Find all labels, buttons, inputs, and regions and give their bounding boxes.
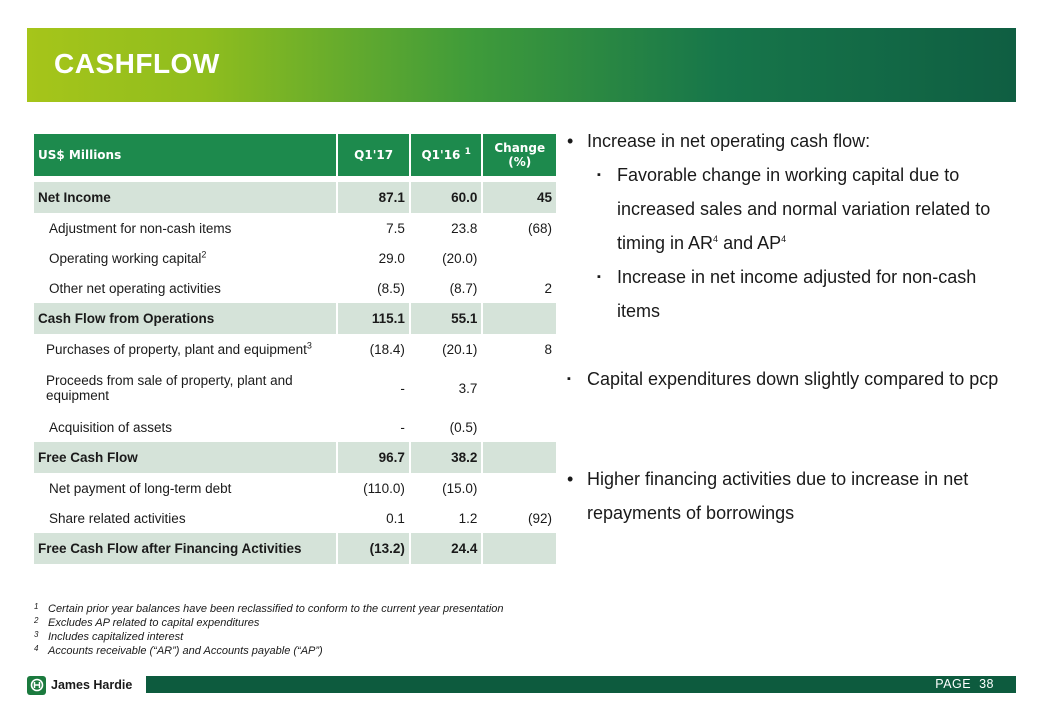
- table-row: [34, 473, 556, 503]
- row-label: Free Cash Flow: [34, 442, 336, 473]
- bullet-square-icon: ▪: [567, 373, 571, 385]
- bullet-dot-icon: •: [567, 469, 574, 489]
- bullet-square-icon: ▪: [597, 271, 601, 283]
- logo-text: James Hardie: [51, 678, 133, 692]
- row-label: Share related activities: [49, 510, 186, 526]
- row-change: [483, 303, 556, 334]
- header-band: [27, 28, 1016, 102]
- row-label: Net payment of long-term debt: [49, 480, 232, 496]
- footnote-item: 4 Accounts receivable (“AR”) and Accounts payable (“AP”): [34, 644, 323, 657]
- row-q116: 55.1: [411, 303, 482, 334]
- row-q117: 115.1: [338, 303, 409, 334]
- row-q116: 38.2: [411, 442, 482, 473]
- table-row: [34, 303, 556, 334]
- row-q116: (20.0): [442, 250, 478, 266]
- row-q116: (20.1): [442, 341, 478, 357]
- table-row: [34, 533, 556, 564]
- row-label: Cash Flow from Operations: [34, 303, 336, 334]
- row-q117: 96.7: [338, 442, 409, 473]
- page-title: CASHFLOW: [54, 48, 220, 79]
- row-q117: 7.5: [386, 220, 405, 236]
- table-header-row: [34, 134, 556, 176]
- row-change: [483, 364, 556, 412]
- row-q116: (0.5): [449, 419, 478, 435]
- row-q116: 23.8: [451, 220, 478, 236]
- col-header-label: US$ Millions: [34, 134, 336, 176]
- col-header-change: Change (%): [483, 134, 556, 176]
- row-q116: 24.4: [411, 533, 482, 564]
- row-q117: 29.0: [378, 250, 405, 266]
- row-label: Free Cash Flow after Financing Activities: [34, 533, 336, 564]
- row-change: 8: [544, 341, 552, 357]
- logo-symbol-icon: [30, 678, 44, 692]
- table-row: [34, 243, 556, 273]
- row-q117: -: [400, 419, 405, 435]
- row-change: (68): [527, 220, 552, 236]
- table-row: [34, 273, 556, 303]
- bullet-square-icon: ▪: [597, 169, 601, 181]
- row-label: Net Income: [34, 182, 336, 213]
- row-label: Adjustment for non-cash items: [49, 220, 232, 236]
- row-q116: (15.0): [442, 480, 478, 496]
- footer-bar: [146, 676, 1016, 693]
- bullet-operating-cashflow: • Increase in net operating cash flow:: [567, 124, 1022, 158]
- commentary-bullets: [567, 124, 1022, 530]
- row-change: 2: [544, 280, 552, 296]
- row-q117: 87.1: [338, 182, 409, 213]
- bullet-financing: • Higher financing activities due to increase in net repayments of borrowings: [567, 462, 1022, 530]
- sub-bullet-working-capital: ▪ Favorable change in working capital due to increased sales and normal variation related to timing in $AR^4$ and $AP^4$: [567, 158, 1022, 260]
- cashflow-table: [32, 134, 558, 564]
- row-q116: (8.7): [449, 280, 478, 296]
- row-q116: 3.7: [458, 380, 478, 396]
- footnote-item: 3 Includes capitalized interest: [34, 630, 184, 643]
- row-q117: -: [400, 380, 405, 396]
- row-change: (92): [527, 510, 552, 526]
- row-q117: (110.0): [363, 480, 405, 496]
- row-label: Purchases of property, plant and equipment$^3$: [46, 340, 312, 357]
- row-label: Operating working capital$^2$: [49, 249, 207, 266]
- row-q117: (8.5): [377, 280, 405, 296]
- row-q116: 60.0: [411, 182, 482, 213]
- footnote-item: 2 Excludes AP related to capital expenditures: [34, 616, 260, 629]
- table-row: [34, 334, 556, 364]
- row-change: 45: [483, 182, 556, 213]
- col-header-q116: Q1'16 $^1$: [411, 134, 482, 176]
- table-row: [34, 442, 556, 473]
- row-q117: (18.4): [369, 341, 405, 357]
- row-change: [483, 442, 556, 473]
- row-change: [483, 412, 556, 442]
- row-change: [483, 243, 556, 273]
- row-q116: 1.2: [458, 510, 478, 526]
- footnotes: [34, 602, 504, 658]
- page-number: 38: [979, 677, 994, 691]
- row-label: Proceeds from sale of property, plant and equipment: [46, 373, 293, 403]
- table-row: [34, 182, 556, 213]
- col-header-q117: Q1'17: [338, 134, 409, 176]
- table-row: [34, 412, 556, 442]
- logo-mark-icon: [27, 676, 46, 695]
- table-row: [34, 503, 556, 533]
- footnote-item: 1 Certain prior year balances have been reclassified to conform to the current year presentation: [34, 602, 504, 615]
- james-hardie-logo: [27, 675, 132, 695]
- table-row: [34, 213, 556, 243]
- table-row: [34, 364, 556, 412]
- row-change: [483, 533, 556, 564]
- bullet-capex: ▪ Capital expenditures down slightly compared to pcp: [567, 362, 1022, 396]
- sub-bullet-net-income: ▪ Increase in net income adjusted for non-cash items: [567, 260, 1022, 328]
- row-label: Other net operating activities: [49, 280, 221, 296]
- page-indicator: [927, 677, 994, 691]
- row-q117: 0.1: [386, 510, 405, 526]
- row-q117: (13.2): [338, 533, 409, 564]
- row-label: Acquisition of assets: [49, 419, 173, 435]
- row-change: [483, 473, 556, 503]
- bullet-dot-icon: •: [567, 131, 574, 151]
- page-label: PAGE: [935, 677, 972, 691]
